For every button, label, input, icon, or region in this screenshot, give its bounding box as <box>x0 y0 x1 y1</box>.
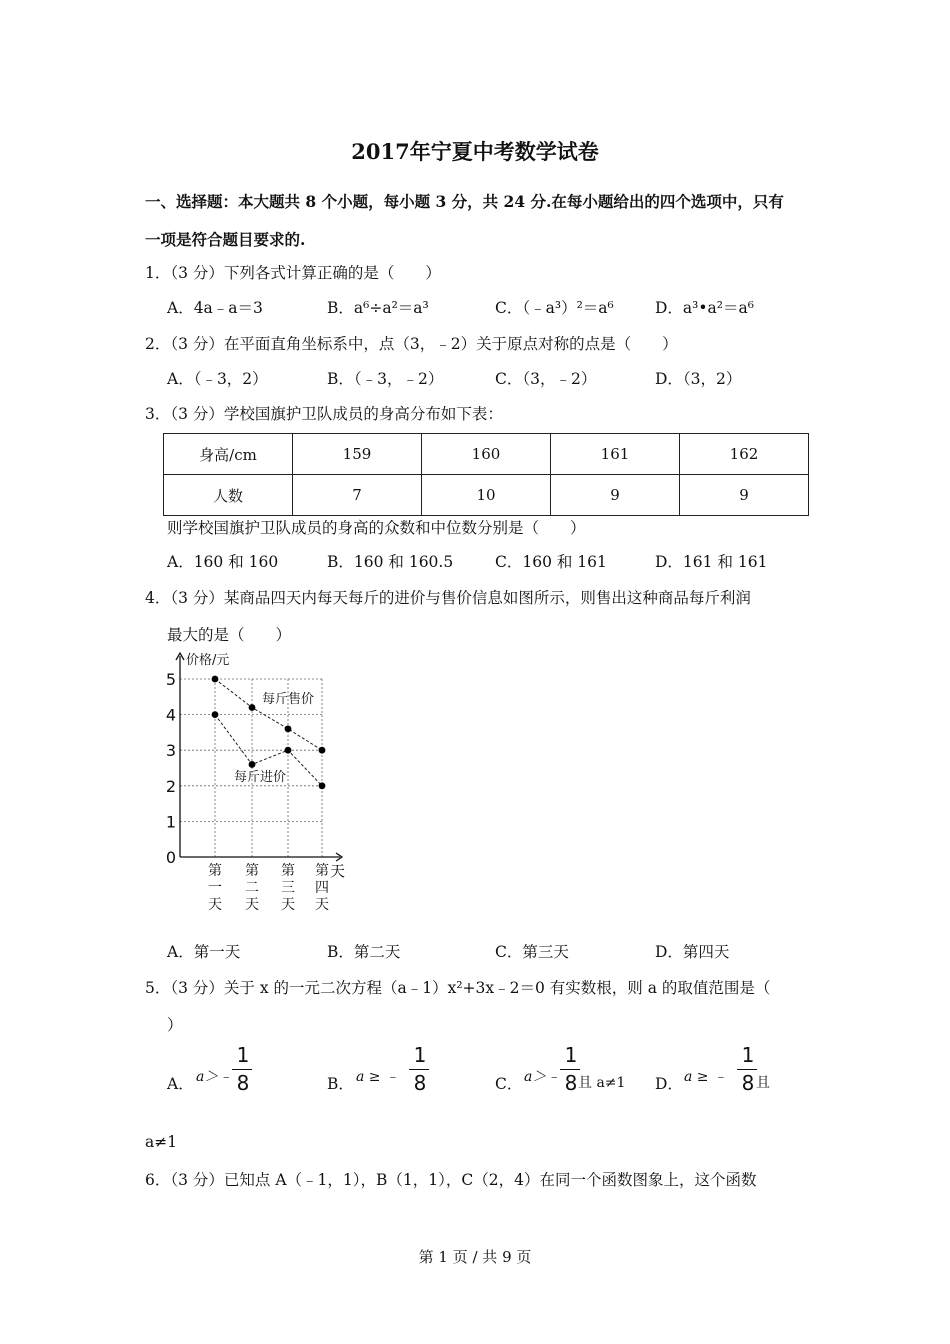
x-axis-label: 天 <box>330 862 346 880</box>
data-point <box>249 761 256 768</box>
page-title: 2017年宁夏中考数学试卷 <box>351 139 599 164</box>
fraction-denominator: 8 <box>413 1071 427 1095</box>
data-point <box>212 711 219 718</box>
q1-option-d: D．a³•a²＝a⁶ <box>655 299 754 317</box>
x-tick-label: 四 <box>315 880 329 896</box>
q2-option-a: A．（﹣3，2） <box>167 370 268 388</box>
q5-option-c-label: C． <box>495 1075 523 1093</box>
q2-option-c: C．（3，﹣2） <box>495 370 597 388</box>
data-point <box>249 704 256 711</box>
table-cell: 10 <box>422 475 551 516</box>
fraction-bar <box>232 1069 252 1070</box>
q3-followup: 则学校国旗护卫队成员的身高的众数和中位数分别是（ ） <box>167 519 586 537</box>
x-tick-label: 第 <box>245 863 259 879</box>
section-heading-line2: 一项是符合题目要求的. <box>145 230 306 249</box>
q3-option-c: C．160 和 161 <box>495 553 607 571</box>
table-cell: 161 <box>551 434 680 475</box>
q4-option-b: B．第二天 <box>327 943 401 961</box>
q1-option-b: B．a⁶÷a²＝a³ <box>327 299 429 317</box>
q5-option-c-ineq: a＞﹣ <box>524 1069 561 1085</box>
x-tick-label: 一 <box>208 880 222 896</box>
q3-option-b: B．160 和 160.5 <box>327 553 454 571</box>
table-cell: 160 <box>422 434 551 475</box>
fraction-numerator: 1 <box>236 1043 250 1067</box>
q4-stem-line1: 4．（3 分）某商品四天内每天每斤的进价与售价信息如图所示，则售出这种商品每斤利润 <box>145 589 751 607</box>
series-label: 每斤售价 <box>262 692 315 707</box>
table-row <box>164 434 809 475</box>
q6-stem: 6．（3 分）已知点 A（﹣1，1），B（1，1），C（2，4）在同一个函数图象上，这个函数 <box>145 1171 757 1189</box>
x-tick-label: 第 <box>315 863 329 879</box>
table-cell: 159 <box>293 434 422 475</box>
y-tick-label: 1 <box>165 812 176 832</box>
q5-option-a-fraction <box>230 1043 256 1095</box>
section-heading-line1: 一、选择题：本大题共 8 个小题，每小题 3 分，共 24 分.在每小题给出的四个选项中，只有 <box>145 192 784 211</box>
table-row <box>164 475 809 516</box>
y-tick-label: 2 <box>165 776 176 796</box>
q5-stem-close: ） <box>167 1016 183 1034</box>
x-tick-label: 天 <box>315 897 329 913</box>
q4-stem-line2: 最大的是（ ） <box>167 626 292 644</box>
page-footer: 第 1 页 / 共 9 页 <box>418 1248 532 1266</box>
q2-stem: 2．（3 分）在平面直角坐标系中，点（3，﹣2）关于原点对称的点是（ ） <box>145 335 678 353</box>
y-tick-label: 4 <box>165 705 176 725</box>
table-cell: 9 <box>680 475 809 516</box>
q5-option-c-tail: 且 a≠1 <box>578 1075 626 1091</box>
fraction-bar <box>737 1069 757 1070</box>
q4-option-d: D．第四天 <box>655 943 730 961</box>
q5-option-a-ineq: a＞﹣ <box>196 1069 233 1085</box>
q2-option-b: B．（﹣3，﹣2） <box>327 370 444 388</box>
y-axis-label: 价格/元 <box>186 653 230 668</box>
q5-option-d-label: D． <box>655 1075 683 1093</box>
x-tick-label: 第 <box>208 863 222 879</box>
q5-option-b-ineq: a ≥ ﹣ <box>356 1069 399 1085</box>
data-point <box>285 747 292 754</box>
x-tick-label: 天 <box>245 897 259 913</box>
q5-option-b-label: B． <box>327 1075 354 1093</box>
y-tick-label: 5 <box>165 670 176 689</box>
x-tick-label: 天 <box>208 897 222 913</box>
q1-option-c: C．（﹣a³）²＝a⁶ <box>495 299 614 317</box>
y-tick-label: 3 <box>165 741 176 761</box>
fraction-numerator: 1 <box>413 1043 427 1067</box>
x-tick-label: 天 <box>281 897 295 913</box>
fraction-denominator: 8 <box>564 1071 578 1095</box>
q2-option-d: D．（3，2） <box>655 370 742 388</box>
y-tick-label: 0 <box>165 848 176 867</box>
q3-option-d: D．161 和 161 <box>655 553 768 571</box>
series-label: 每斤进价 <box>234 770 287 785</box>
fraction-numerator: 1 <box>741 1043 755 1067</box>
table-cell: 162 <box>680 434 809 475</box>
q5-option-d-ineq: a ≥ ﹣ <box>684 1069 727 1085</box>
q1-stem: 1．（3 分）下列各式计算正确的是（ ） <box>145 264 441 282</box>
table-cell: 9 <box>551 475 680 516</box>
x-tick-label: 三 <box>281 880 295 896</box>
q1-option-a: A．4a﹣a＝3 <box>167 299 263 317</box>
q5-option-d-tail: 且 <box>756 1075 770 1091</box>
table-cell: 人数 <box>164 475 293 516</box>
q5-option-d-continuation: a≠1 <box>145 1133 178 1151</box>
q4-option-c: C．第三天 <box>495 943 569 961</box>
q5-option-b-fraction <box>407 1043 433 1095</box>
data-point <box>319 747 326 754</box>
table-cell: 身高/cm <box>164 434 293 475</box>
data-point <box>285 725 292 732</box>
fraction-bar <box>409 1069 429 1070</box>
x-tick-label: 二 <box>245 880 259 896</box>
q3-option-a: A．160 和 160 <box>167 553 279 571</box>
q5-stem: 5．（3 分）关于 x 的一元二次方程（a﹣1）x²+3x﹣2＝0 有实数根，则 a 的取值范围是（ <box>145 979 771 997</box>
chart-labels <box>166 652 345 913</box>
fraction-bar <box>560 1069 580 1070</box>
height-table <box>163 433 809 516</box>
table-cell: 7 <box>293 475 422 516</box>
chart-axes <box>176 653 342 861</box>
fraction-numerator: 1 <box>564 1043 578 1067</box>
price-chart <box>150 648 360 918</box>
q3-stem: 3．（3 分）学校国旗护卫队成员的身高分布如下表： <box>145 405 503 423</box>
x-tick-label: 第 <box>281 863 295 879</box>
data-point <box>319 782 326 789</box>
fraction-denominator: 8 <box>236 1071 250 1095</box>
fraction-denominator: 8 <box>741 1071 755 1095</box>
q5-option-a-label: A． <box>167 1075 194 1093</box>
q4-option-a: A．第一天 <box>167 943 241 961</box>
data-point <box>212 676 219 683</box>
